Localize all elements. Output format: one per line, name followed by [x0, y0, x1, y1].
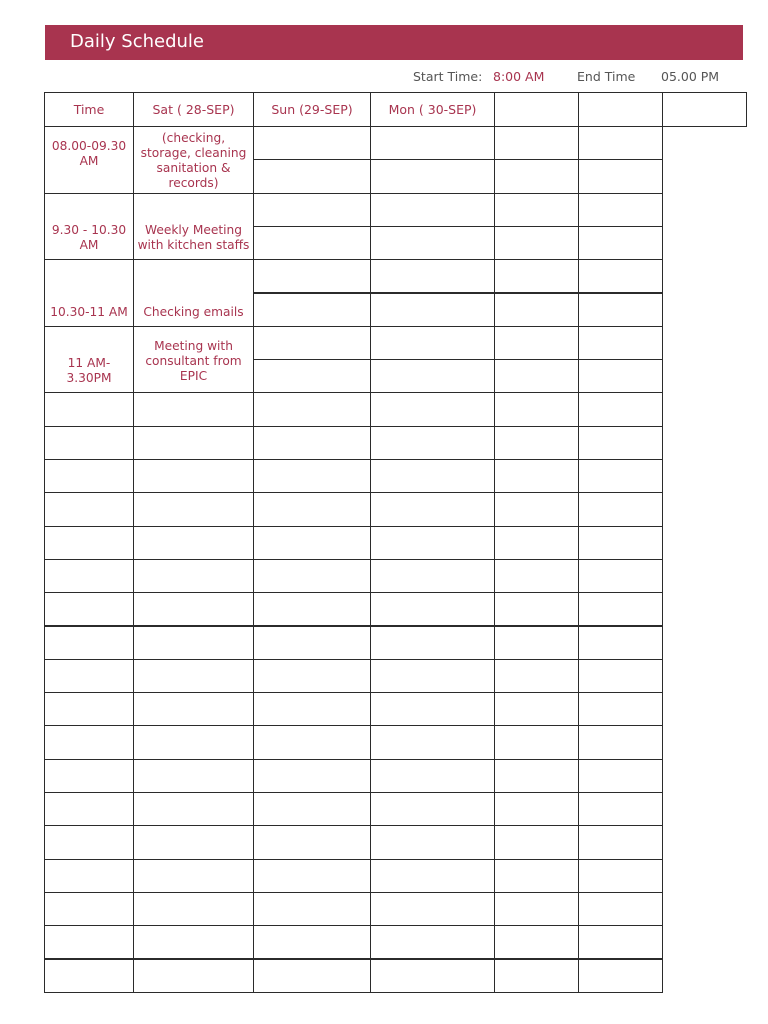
table-cell — [578, 359, 663, 393]
table-cell — [578, 892, 663, 926]
time-slot-label: 10.30-11 AM — [50, 305, 128, 320]
table-cell — [370, 293, 495, 327]
table-cell — [370, 159, 495, 193]
table-cell — [44, 459, 134, 493]
table-cell — [44, 925, 134, 959]
table-cell — [253, 892, 371, 926]
table-cell — [44, 792, 134, 826]
time-slot-label: 11 AM- 3.30PM — [66, 355, 112, 385]
time-cell — [44, 193, 134, 261]
table-cell — [578, 592, 663, 626]
table-cell — [494, 725, 579, 759]
table-cell — [44, 526, 134, 560]
table-cell — [494, 392, 579, 426]
table-cell — [253, 226, 371, 260]
table-cell — [494, 359, 579, 393]
table-cell — [494, 592, 579, 626]
table-cell — [494, 326, 579, 360]
table-cell — [578, 492, 663, 526]
table-cell — [253, 193, 371, 227]
table-cell — [253, 259, 371, 293]
table-cell — [133, 759, 254, 793]
time-slot-label: 9.30 - 10.30 AM — [51, 222, 127, 252]
table-cell — [578, 725, 663, 759]
table-cell — [494, 859, 579, 893]
table-cell — [494, 825, 579, 859]
table-cell — [370, 392, 495, 426]
table-cell — [494, 459, 579, 493]
table-header-cell — [133, 92, 254, 127]
table-cell — [494, 892, 579, 926]
table-cell — [44, 959, 134, 993]
table-cell — [133, 792, 254, 826]
table-cell — [370, 892, 495, 926]
column-header: Mon ( 30-SEP) — [388, 102, 477, 117]
table-cell — [578, 759, 663, 793]
time-cell — [44, 326, 134, 394]
table-cell — [44, 759, 134, 793]
table-cell — [133, 526, 254, 560]
table-cell — [370, 692, 495, 726]
activity-text: (checking, storage, cleaning sanitation & records) — [140, 131, 247, 190]
table-cell — [44, 692, 134, 726]
table-cell — [370, 792, 495, 826]
start-time-label: Start Time: — [413, 69, 483, 84]
table-cell — [44, 626, 134, 660]
table-cell — [578, 293, 663, 327]
table-cell — [370, 426, 495, 460]
table-cell — [578, 526, 663, 560]
table-cell — [253, 492, 371, 526]
table-header-cell — [494, 92, 579, 127]
table-cell — [494, 293, 579, 327]
table-cell — [494, 426, 579, 460]
table-cell — [253, 159, 371, 193]
table-cell — [370, 725, 495, 759]
table-cell — [370, 759, 495, 793]
sat-cell — [133, 326, 254, 394]
table-header-cell — [578, 92, 663, 127]
table-cell — [253, 326, 371, 360]
table-cell — [133, 725, 254, 759]
table-header-cell — [44, 92, 134, 127]
table-cell — [370, 825, 495, 859]
table-cell — [578, 959, 663, 993]
table-cell — [370, 925, 495, 959]
table-cell — [133, 825, 254, 859]
table-cell — [133, 659, 254, 693]
table-cell — [44, 592, 134, 626]
table-cell — [370, 526, 495, 560]
table-cell — [44, 426, 134, 460]
column-header: Sun (29-SEP) — [271, 102, 353, 117]
table-cell — [494, 193, 579, 227]
column-header: Sat ( 28-SEP) — [152, 102, 235, 117]
table-cell — [253, 725, 371, 759]
table-cell — [578, 259, 663, 293]
table-cell — [578, 825, 663, 859]
table-cell — [370, 326, 495, 360]
table-cell — [578, 193, 663, 227]
table-cell — [133, 892, 254, 926]
table-cell — [578, 792, 663, 826]
table-cell — [578, 859, 663, 893]
time-cell — [44, 259, 134, 327]
start-time-value: 8:00 AM — [493, 69, 545, 84]
table-cell — [578, 626, 663, 660]
table-cell — [370, 592, 495, 626]
table-cell — [578, 925, 663, 959]
table-header-cell — [253, 92, 371, 127]
table-cell — [253, 792, 371, 826]
table-cell — [44, 892, 134, 926]
table-cell — [253, 559, 371, 593]
activity-text: Checking emails — [143, 305, 244, 320]
table-cell — [253, 959, 371, 993]
table-cell — [133, 426, 254, 460]
table-cell — [370, 126, 495, 160]
table-cell — [253, 859, 371, 893]
table-cell — [44, 859, 134, 893]
table-cell — [370, 959, 495, 993]
table-cell — [494, 659, 579, 693]
table-cell — [578, 392, 663, 426]
table-cell — [253, 925, 371, 959]
table-cell — [370, 259, 495, 293]
table-cell — [133, 925, 254, 959]
table-cell — [370, 659, 495, 693]
table-cell — [578, 326, 663, 360]
table-cell — [253, 626, 371, 660]
table-cell — [370, 359, 495, 393]
table-cell — [44, 392, 134, 426]
table-cell — [253, 592, 371, 626]
table-cell — [370, 459, 495, 493]
table-cell — [133, 592, 254, 626]
table-cell — [253, 825, 371, 859]
table-cell — [253, 392, 371, 426]
table-cell — [494, 526, 579, 560]
table-cell — [578, 692, 663, 726]
table-cell — [253, 126, 371, 160]
table-cell — [133, 459, 254, 493]
table-cell — [44, 659, 134, 693]
table-cell — [494, 126, 579, 160]
page-title: Daily Schedule — [70, 31, 204, 52]
table-cell — [370, 859, 495, 893]
table-cell — [494, 626, 579, 660]
table-cell — [133, 492, 254, 526]
table-cell — [133, 559, 254, 593]
table-cell — [253, 293, 371, 327]
table-cell — [578, 159, 663, 193]
table-cell — [578, 459, 663, 493]
table-cell — [253, 359, 371, 393]
activity-text: Meeting with consultant from EPIC — [145, 338, 242, 383]
table-cell — [494, 159, 579, 193]
table-cell — [253, 692, 371, 726]
column-header: Time — [73, 102, 105, 117]
activity-text: Weekly Meeting with kitchen staffs — [137, 222, 250, 252]
table-cell — [44, 559, 134, 593]
table-cell — [494, 692, 579, 726]
table-cell — [370, 492, 495, 526]
table-cell — [44, 492, 134, 526]
table-cell — [370, 559, 495, 593]
table-cell — [578, 126, 663, 160]
table-cell — [253, 426, 371, 460]
table-header-cell — [662, 92, 747, 127]
table-cell — [253, 659, 371, 693]
table-cell — [494, 792, 579, 826]
table-cell — [44, 825, 134, 859]
table-cell — [253, 526, 371, 560]
table-cell — [133, 859, 254, 893]
table-cell — [370, 626, 495, 660]
table-cell — [133, 626, 254, 660]
table-cell — [253, 459, 371, 493]
table-cell — [44, 725, 134, 759]
table-cell — [370, 193, 495, 227]
end-time-label: End Time — [577, 69, 636, 84]
table-cell — [494, 259, 579, 293]
time-slot-label: 08.00-09.30 AM — [51, 139, 127, 168]
table-cell — [133, 392, 254, 426]
table-cell — [494, 759, 579, 793]
table-cell — [494, 559, 579, 593]
sat-cell — [133, 193, 254, 261]
sat-cell — [133, 126, 254, 194]
table-cell — [253, 759, 371, 793]
end-time-value: 05.00 PM — [661, 69, 720, 84]
table-cell — [370, 226, 495, 260]
table-cell — [578, 659, 663, 693]
table-cell — [578, 226, 663, 260]
sat-cell — [133, 259, 254, 327]
table-cell — [494, 959, 579, 993]
time-cell — [44, 126, 134, 194]
title-bar — [45, 25, 743, 60]
table-cell — [494, 492, 579, 526]
table-cell — [578, 559, 663, 593]
table-cell — [494, 925, 579, 959]
table-header-cell — [370, 92, 495, 127]
table-cell — [494, 226, 579, 260]
table-cell — [133, 692, 254, 726]
table-cell — [133, 959, 254, 993]
table-cell — [578, 426, 663, 460]
